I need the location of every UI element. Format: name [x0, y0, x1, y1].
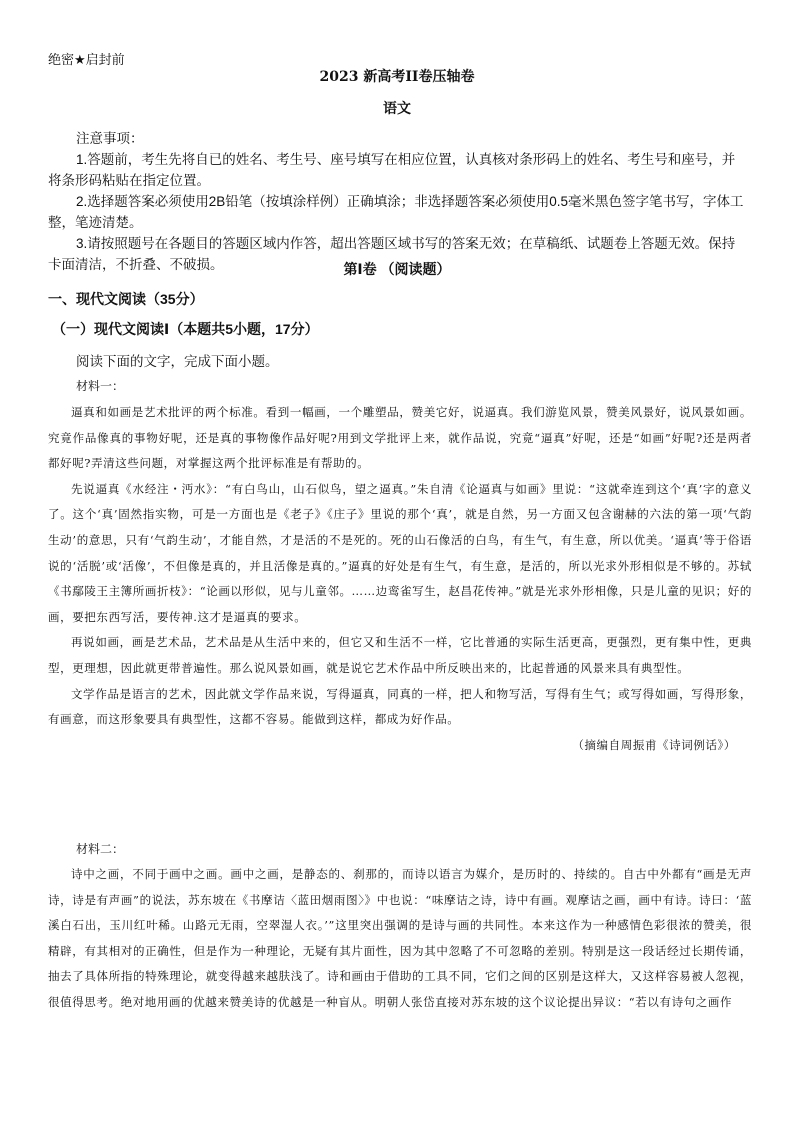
section-instruction: 阅读下面的文字，完成下面小题。 — [76, 354, 279, 369]
material1-source: （摘编自周振甫《诗词例话》） — [572, 737, 736, 752]
secret-label: 绝密★启封前 — [48, 52, 125, 67]
notice-block — [48, 128, 748, 275]
material1-paragraph: 再说如画，画是艺术品，艺术品是从生活中来的，但它又和生活不一样，它比普通的实际生活更高，更强烈，更有集中性，更典型，更理想，因此就更带普遍性。那么说风景如画，就是说它艺术作品中所反映出来的，比起普通的风景来具有典型性。 — [48, 635, 752, 675]
part-title: 第Ⅰ卷 （阅读题） — [343, 261, 451, 277]
section-title: 一、现代文阅读（35分） — [48, 291, 204, 307]
material2-label: 材料二： — [76, 842, 125, 856]
material2-body — [48, 862, 752, 1016]
notice-item-3: 3.请按照题号在各题目的答题区域内作答，超出答题区域书写的答案无效；在草稿纸、试题卷上答题无效。保持卡面清洁，不折叠、不破损。 — [48, 236, 736, 272]
subject-title: 语文 — [383, 100, 411, 116]
exam-title: 2023 新高考II卷压轴卷 — [319, 69, 475, 85]
notice-heading: 注意事项： — [76, 131, 144, 146]
material1-paragraph: 先说逼真《水经注・沔水》：“有白鸟山，山石似鸟，望之逼真。”朱自清《论逼真与如画》里说：“这就牵连到这个‘真’字的意义了。这个‘真’固然指实物，可是一方面也是《老子》《庄子》里说的那个‘真’，就是自然，另一方面又包含谢赫的六法的第一项‘气韵生动’的意思，只有‘气韵生动’，才能自然，才是活的不是死的。死的山石像活的白鸟，有生气，有生意，所以优美。‘逼真’等于俗语说的‘活脱’或‘活像’，不但像是真的，并且活像是真的。”逼真的好处是有生气，有生意，是活的，所以光求外形相似是不够的。苏轼《书鄢陵王主簿所画折枝》：“论画以形似，见与儿童邻。……边鸾雀写生，赵昌花传神。”就是光求外形相像，只是儿童的见识；好的画，要把东西写活，要传神.这才是逼真的要求。 — [48, 481, 752, 624]
material1-paragraph: 逼真和如画是艺术批评的两个标准。看到一幅画，一个雕塑品，赞美它好，说逼真。我们游览风景，赞美风景好，说风景如画。究竟作品像真的事物好呢，还是真的事物像作品好呢?用到文学批评上来，就作品说，究竟“逼真”好呢，还是“如画”好呢?还是两者都好呢?弄清这些问题，对掌握这两个批评标准是有帮助的。 — [48, 405, 752, 471]
section-subtitle: （一）现代文阅读Ⅰ（本题共5小题，17分） — [52, 321, 319, 337]
notice-item-2: 2.选择题答案必须使用2B铅笔（按填涂样例）正确填涂；非选择题答案必须使用0.5毫米黑色签字笔书写，字体工整，笔迹清楚。 — [48, 194, 744, 230]
material2-paragraph: 诗中之画，不同于画中之画。画中之画，是静态的、刹那的，而诗以语言为媒介，是历时的、持续的。自古中外都有“画是无声诗，诗是有声画”的说法，苏东坡在《书摩诘〈蓝田烟雨图〉》中也说：“味摩诘之诗，诗中有画。观摩诘之画，画中有诗。诗曰：‘蓝溪白石出，玉川红叶稀。山路元无雨，空翠湿人衣。’”这里突出强调的是诗与画的共同性。本来这作为一种感情色彩很浓的赞美，很精辟，有其相对的正确性，但是作为一种理论，无疑有其片面性，因为其中忽略了不可忽略的差别。特别是这一段话经过长期传诵，抽去了具体所指的特殊理论，就变得越来越肤浅了。诗和画由于借助的工具不同，它们之间的区别是这样大，又这样容易被人忽视，很值得思考。绝对地用画的优越来赞美诗的优越是一种盲从。明朝人张岱直接对苏东坡的这个议论提出异议：“若以有诗句之画作 — [48, 867, 752, 1009]
material1-body — [48, 400, 752, 758]
material1-label: 材料一： — [76, 379, 125, 393]
notice-item-1: 1.答题前，考生先将自已的姓名、考生号、座号填写在相应位置，认真核对条形码上的姓名、考生号和座号，并将条形码粘贴在指定位置。 — [48, 152, 736, 188]
material1-paragraph: 文学作品是语言的艺术，因此就文学作品来说，写得逼真，同真的一样，把人和物写活，写得有生气；或写得如画，写得形象，有画意，而这形象要具有典型性，这都不容易。能做到这样，都成为好作品。 — [48, 686, 752, 727]
